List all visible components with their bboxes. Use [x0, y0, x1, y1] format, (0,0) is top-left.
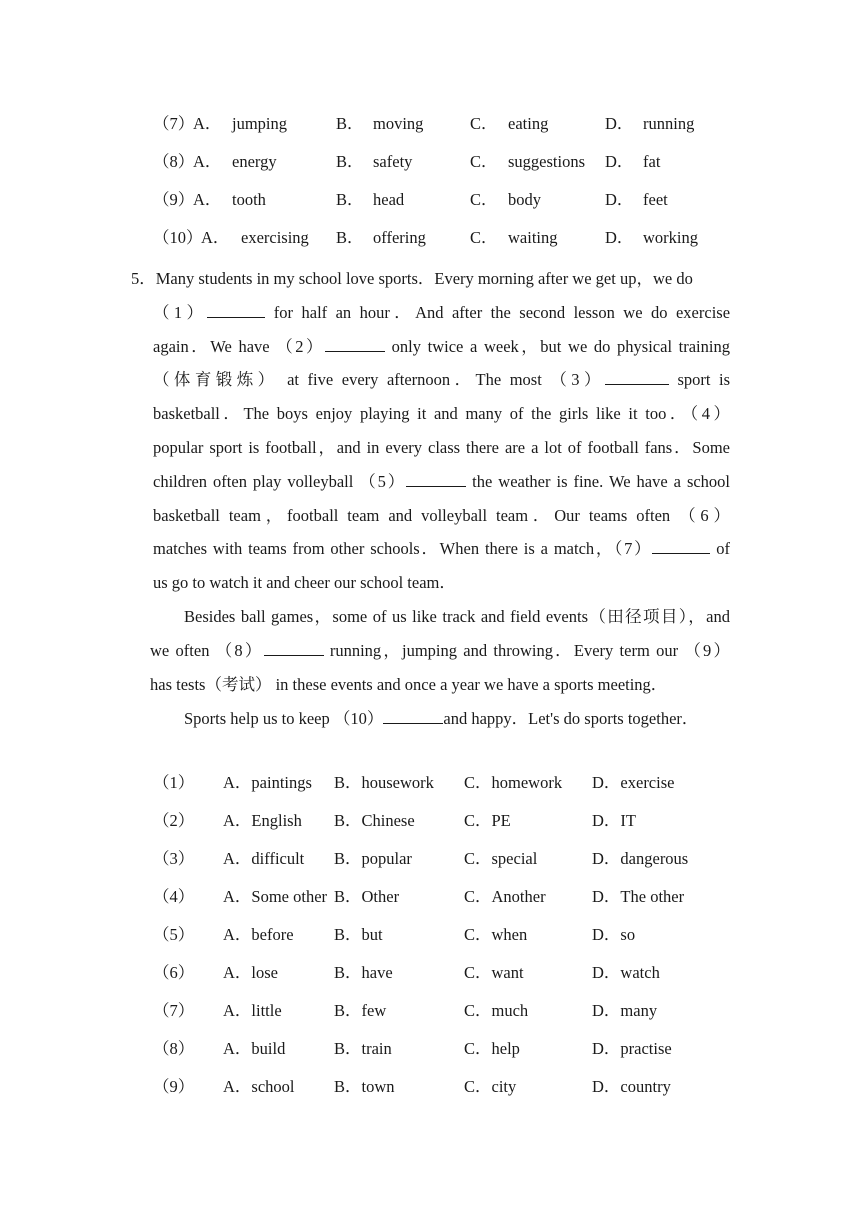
option-c: waiting [508, 228, 558, 247]
option-letter-d: D． [605, 190, 634, 209]
option-number: （10） [153, 228, 203, 247]
option-b: offering [373, 228, 426, 247]
option-number: （8） [153, 1039, 195, 1058]
option-a: tooth [232, 190, 266, 209]
option-b: B．but [334, 925, 383, 944]
answer-blank-2 [325, 335, 385, 352]
option-a: A．school [223, 1077, 295, 1096]
option-c: C．when [464, 925, 528, 944]
option-number: （9） [153, 190, 195, 209]
option-number: （8） [153, 152, 195, 171]
option-a: A．lose [223, 963, 278, 982]
passage-line: basketball．The boys enjoy playing it and many of the girls like it too．（4） [153, 404, 730, 423]
option-letter-d: D． [605, 152, 634, 171]
option-b: B．few [334, 1001, 387, 1020]
option-a: A．English [223, 811, 302, 830]
option-number: （5） [153, 925, 195, 944]
option-c: C．want [464, 963, 524, 982]
option-letter-a: A． [193, 152, 222, 171]
option-b: head [373, 190, 405, 209]
option-letter-c: C． [470, 228, 498, 247]
option-d: D．IT [592, 811, 636, 830]
option-a: A．build [223, 1039, 286, 1058]
answer-blank-7 [652, 537, 710, 554]
answer-blank-3 [605, 368, 669, 385]
option-letter-c: C． [470, 152, 498, 171]
option-b: B．have [334, 963, 393, 982]
option-b: B．town [334, 1077, 395, 1096]
answer-blank-1 [207, 301, 265, 318]
option-d: fat [643, 152, 661, 171]
option-d: D．dangerous [592, 849, 689, 868]
option-letter-b: B． [336, 190, 364, 209]
passage-line: （1） for half an hour．And after the second lesson we do exercise [153, 303, 730, 322]
option-letter-d: D． [605, 228, 634, 247]
option-a: A．difficult [223, 849, 305, 868]
passage-line: Besides ball games，some of us like track and field events（田径项目），and [184, 607, 730, 626]
option-a: A．little [223, 1001, 282, 1020]
option-number: （7） [153, 114, 195, 133]
option-letter-b: B． [336, 114, 364, 133]
option-d: D．so [592, 925, 636, 944]
option-a: A．paintings [223, 773, 312, 792]
option-letter-a: A． [201, 228, 230, 247]
option-c: suggestions [508, 152, 586, 171]
option-number: （2） [153, 811, 195, 830]
option-c: C．help [464, 1039, 520, 1058]
option-letter-a: A． [193, 190, 222, 209]
passage-line: 5．Many students in my school love sports．Every morning after we get up，we do [131, 269, 693, 288]
option-b: B．train [334, 1039, 392, 1058]
passage-line: matches with teams from other schools．When there is a match，（7） of [153, 539, 730, 558]
option-b: B．Chinese [334, 811, 415, 830]
option-c: C．much [464, 1001, 529, 1020]
option-letter-d: D． [605, 114, 634, 133]
passage-line: Sports help us to keep （10） and happy．Let's do sports together． [184, 709, 699, 728]
option-a: A．before [223, 925, 294, 944]
option-letter-a: A． [193, 114, 222, 133]
option-b: moving [373, 114, 424, 133]
answer-blank-5 [406, 470, 466, 487]
option-letter-c: C． [470, 190, 498, 209]
option-b: B．popular [334, 849, 412, 868]
option-a: exercising [241, 228, 309, 247]
option-c: body [508, 190, 541, 209]
option-d: D．watch [592, 963, 660, 982]
option-number: （1） [153, 773, 195, 792]
option-d: D．exercise [592, 773, 675, 792]
passage-line: has tests（考试） in these events and once a year we have a sports meeting． [150, 675, 668, 694]
option-d: D．country [592, 1077, 671, 1096]
option-c: eating [508, 114, 549, 133]
option-c: C．PE [464, 811, 511, 830]
option-c: C．homework [464, 773, 563, 792]
option-number: （7） [153, 1001, 195, 1020]
option-b: safety [373, 152, 413, 171]
option-b: B．Other [334, 887, 400, 906]
passage-line: popular sport is football，and in every class there are a lot of football fans．Some [153, 438, 730, 457]
option-letter-c: C． [470, 114, 498, 133]
option-c: C．city [464, 1077, 517, 1096]
option-number: （9） [153, 1077, 195, 1096]
option-b: B．housework [334, 773, 434, 792]
option-c: C．Another [464, 887, 546, 906]
passage-line: basketball team，football team and volleyball team．Our teams often （6） [153, 506, 730, 525]
option-d: D．The other [592, 887, 685, 906]
option-d: feet [643, 190, 668, 209]
option-d: running [643, 114, 695, 133]
option-letter-b: B． [336, 228, 364, 247]
option-c: C．special [464, 849, 538, 868]
passage-line: again．We have （2） only twice a week，but we do physical training [153, 337, 730, 356]
passage-line: （体育锻炼） at five every afternoon．The most （3） sport is [153, 370, 730, 389]
passage-line: us go to watch it and cheer our school team． [153, 573, 456, 592]
option-a: jumping [232, 114, 288, 133]
option-number: （4） [153, 887, 195, 906]
passage-line: we often （8） running，jumping and throwing．Every term our （9） [150, 641, 730, 660]
answer-blank-10 [383, 707, 443, 724]
answer-blank-8 [264, 639, 324, 656]
option-d: D．many [592, 1001, 658, 1020]
option-number: （6） [153, 963, 195, 982]
passage-line: children often play volleyball （5） the weather is fine. We have a school [153, 472, 730, 491]
option-number: （3） [153, 849, 195, 868]
option-d: D．practise [592, 1039, 672, 1058]
option-a: energy [232, 152, 277, 171]
option-a: A．Some other [223, 887, 328, 906]
option-d: working [643, 228, 698, 247]
option-letter-b: B． [336, 152, 364, 171]
